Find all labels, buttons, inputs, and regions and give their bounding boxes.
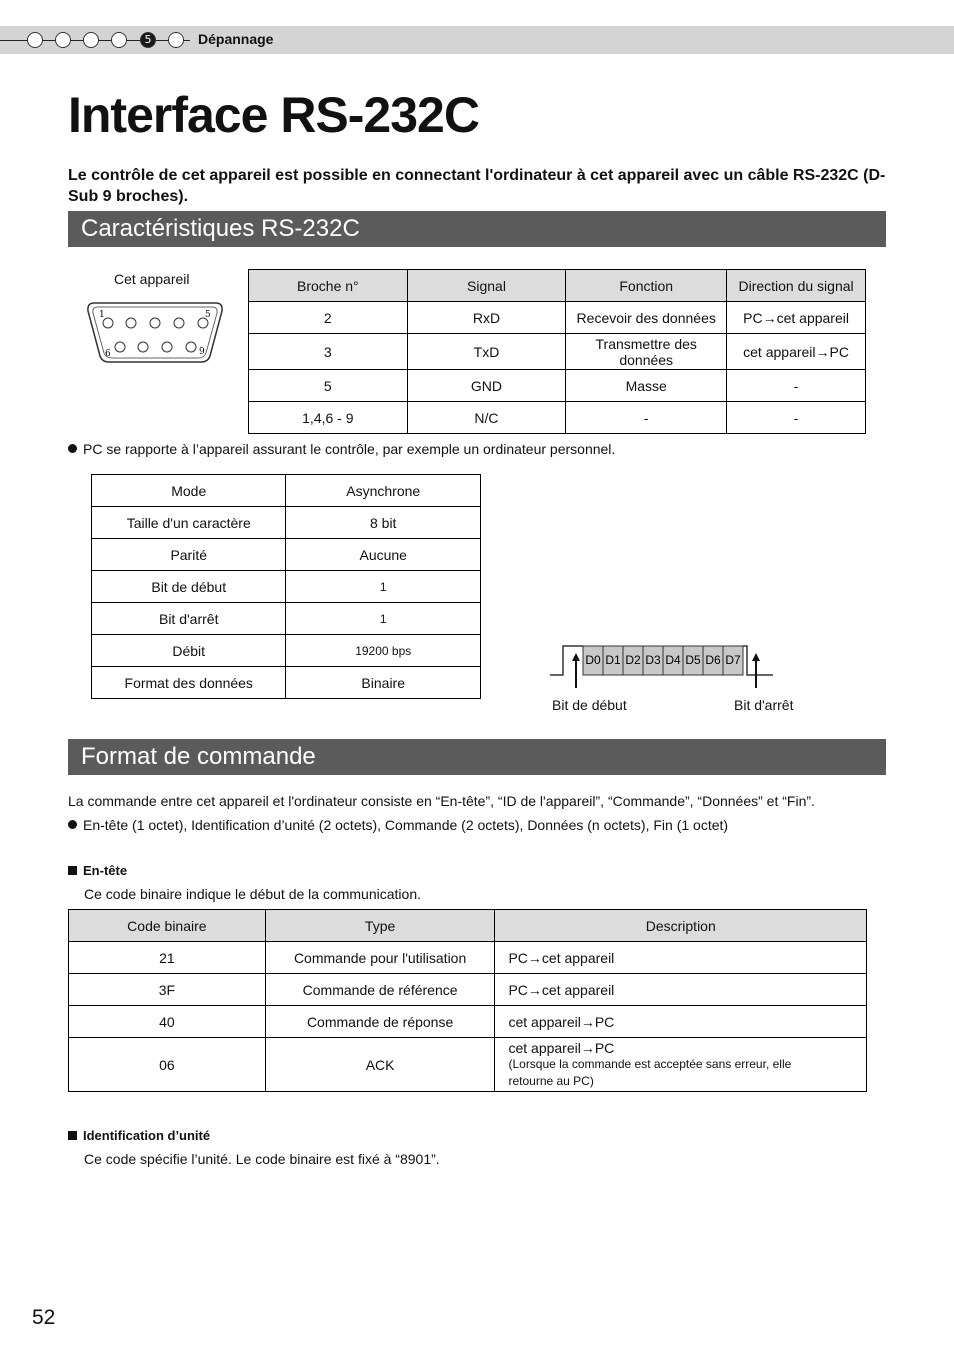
chapter-circle [111, 32, 127, 48]
setting-value: 19200 bps [286, 635, 481, 667]
setting-value: 1 [286, 603, 481, 635]
connector-label: Cet appareil [114, 271, 190, 287]
section-label: Dépannage [198, 31, 274, 47]
bit-label: D4 [665, 653, 681, 667]
table-row [92, 635, 481, 667]
table-cell: PC→cet appareil [727, 302, 866, 334]
table-cell: RxD [407, 302, 566, 334]
setting-name: Débit [92, 635, 286, 667]
table-header: Type [265, 910, 495, 942]
setting-value: Asynchrone [286, 475, 481, 507]
code-cell: 3F [69, 974, 266, 1006]
table-row [92, 475, 481, 507]
dsub9-connector-icon [86, 298, 226, 368]
bit-label: D6 [705, 653, 721, 667]
type-cell: Commande de réponse [265, 1006, 495, 1038]
bit-label: D3 [645, 653, 661, 667]
type-cell: Commande pour l'utilisation [265, 942, 495, 974]
pin-label-9: 9 [199, 347, 205, 357]
bullet-text: En-tête (1 octet), Identification d’unité (2 octets), Commande (2 octets), Données (n octets), Fin (1 octet) [83, 817, 729, 833]
pin-table-header: Broche n° [249, 270, 408, 302]
setting-value: Binaire [286, 667, 481, 699]
note-text: PC se rapporte à l’appareil assurant le contrôle, par exemple un ordinateur personnel. [83, 441, 616, 457]
table-row [92, 667, 481, 699]
table-row [249, 402, 866, 434]
bit-cells [583, 646, 743, 675]
pin-table-header: Fonction [566, 270, 727, 302]
pin-label-6: 6 [105, 349, 111, 359]
table-cell: Transmettre des données [566, 334, 727, 370]
table-cell: 1,4,6 - 9 [249, 402, 408, 434]
subheading-header [68, 863, 127, 878]
desc-cell: PC→cet appareil [495, 942, 867, 974]
bullet-icon [68, 820, 77, 829]
table-row [69, 974, 867, 1006]
setting-name: Mode [92, 475, 286, 507]
table-cell: 5 [249, 370, 408, 402]
bullet-icon [68, 444, 77, 453]
table-header: Code binaire [69, 910, 266, 942]
setting-name: Parité [92, 539, 286, 571]
table-cell: - [566, 402, 727, 434]
table-header: Description [495, 910, 867, 942]
table-row [249, 302, 866, 334]
code-cell: 21 [69, 942, 266, 974]
bit-label: D0 [585, 653, 601, 667]
code-cell: 40 [69, 1006, 266, 1038]
bit-label: D2 [625, 653, 641, 667]
setting-value: 1 [286, 571, 481, 603]
setting-value: 8 bit [286, 507, 481, 539]
table-row [92, 539, 481, 571]
unit-id-description: Ce code spécifie l’unité. Le code binaire est fixé à “8901”. [84, 1151, 440, 1167]
subheading-text: En-tête [83, 863, 128, 878]
table-row [69, 1006, 867, 1038]
pin-table-header: Signal [407, 270, 566, 302]
code-cell: 06 [69, 1038, 266, 1092]
note-pc [68, 441, 615, 457]
chapter-circle [27, 32, 43, 48]
pin-label-1: 1 [99, 310, 105, 320]
pin-table [248, 269, 866, 434]
desc-main: cet appareil→PC [508, 1039, 615, 1056]
header-code-table [68, 909, 867, 1092]
desc-cell [495, 1038, 867, 1092]
setting-value: Aucune [286, 539, 481, 571]
setting-name: Format des données [92, 667, 286, 699]
command-bullet [68, 817, 728, 833]
type-cell: Commande de référence [265, 974, 495, 1006]
table-row [92, 507, 481, 539]
stop-arrow-icon [752, 653, 760, 661]
table-row [69, 942, 867, 974]
section-heading-specs: Caractéristiques RS-232C [68, 211, 886, 247]
comm-settings-table [91, 474, 481, 699]
table-row [69, 1038, 867, 1092]
stop-bit-label: Bit d'arrêt [734, 697, 794, 713]
desc-cell: PC→cet appareil [495, 974, 867, 1006]
table-cell: 3 [249, 334, 408, 370]
command-intro: La commande entre cet appareil et l'ordinateur consiste en “En-tête”, “ID de l'appareil”, “Commande”, “Données” et “Fin”. [68, 793, 815, 809]
setting-name: Bit de début [92, 571, 286, 603]
table-cell: GND [407, 370, 566, 402]
start-bit-label: Bit de début [552, 697, 627, 713]
table-cell: TxD [407, 334, 566, 370]
table-cell: 2 [249, 302, 408, 334]
bit-label: D1 [605, 653, 621, 667]
setting-name: Bit d'arrêt [92, 603, 286, 635]
table-cell: cet appareil→PC [727, 334, 866, 370]
subheading-text: Identification d’unité [83, 1128, 211, 1143]
start-arrow-icon [572, 653, 580, 661]
table-cell: - [727, 402, 866, 434]
desc-cell: cet appareil→PC [495, 1006, 867, 1038]
table-cell: Masse [566, 370, 727, 402]
bit-label: D7 [725, 653, 741, 667]
bit-label: D5 [685, 653, 701, 667]
chapter-circle [168, 32, 184, 48]
chapter-circle [55, 32, 71, 48]
table-cell: Recevoir des données [566, 302, 727, 334]
type-cell: ACK [265, 1038, 495, 1092]
page-title: Interface RS-232C [68, 87, 479, 143]
pin-label-5: 5 [205, 310, 211, 320]
pin-table-header: Direction du signal [727, 270, 866, 302]
bit-timing-diagram [548, 643, 778, 693]
table-cell: N/C [407, 402, 566, 434]
table-row [249, 370, 866, 402]
desc-note: (Lorsque la commande est acceptée sans erreur, elle retourne au PC) [508, 1056, 792, 1088]
intro-text: Le contrôle de cet appareil est possible en connectant l'ordinateur à cet appareil avec un câble RS-232C (D-Sub 9 broches). [68, 167, 886, 205]
table-row [92, 603, 481, 635]
chapter-circle [83, 32, 99, 48]
square-bullet-icon [68, 1131, 77, 1140]
header-description: Ce code binaire indique le début de la communication. [84, 886, 421, 902]
section-heading-command: Format de commande [68, 739, 886, 775]
table-cell: - [727, 370, 866, 402]
page-number: 52 [32, 1306, 56, 1329]
chapter-circle-active: 5 [140, 32, 156, 48]
square-bullet-icon [68, 866, 77, 875]
table-row [92, 571, 481, 603]
setting-name: Taille d'un caractère [92, 507, 286, 539]
table-row [249, 334, 866, 370]
subheading-unit-id [68, 1128, 210, 1143]
